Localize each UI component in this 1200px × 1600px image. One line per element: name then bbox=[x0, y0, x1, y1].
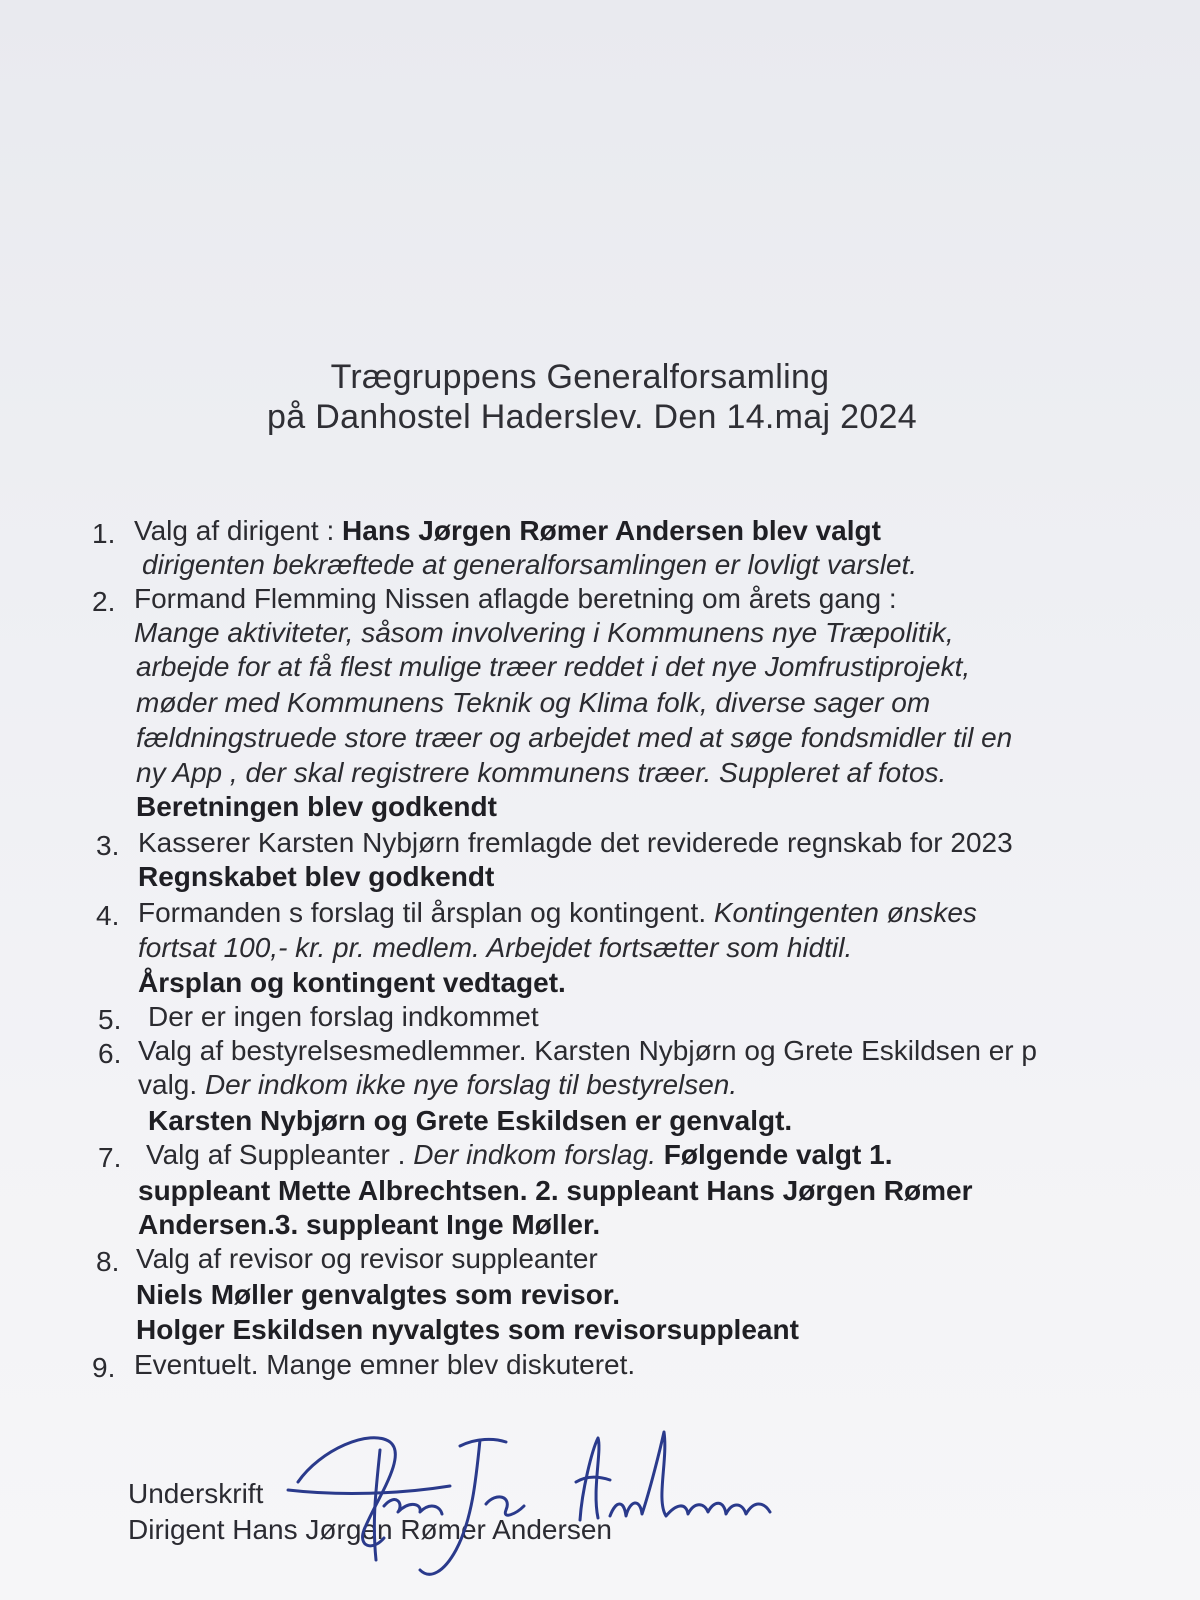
item-result: Andersen.3. suppleant Inge Møller. bbox=[138, 1209, 601, 1240]
item-result: Regnskabet blev godkendt bbox=[138, 861, 495, 892]
agenda-item-4 bbox=[138, 896, 977, 930]
item-note: fældningstruede store træer og arbejdet med at søge fondsmidler til en bbox=[136, 722, 1013, 753]
item-note: Der indkom ikke nye forslag til bestyrelsen. bbox=[204, 1069, 738, 1100]
agenda-item-3: Kasserer Karsten Nybjørn fremlagde det reviderede regnskab for 2023 bbox=[138, 827, 1013, 858]
item-text: Formanden s forslag til årsplan og kontingent. bbox=[138, 897, 714, 928]
item-number: 4. bbox=[96, 900, 120, 931]
agenda-item-1 bbox=[134, 514, 881, 548]
agenda-item-6: Valg af bestyrelsesmedlemmer. Karsten Nybjørn og Grete Eskildsen er p bbox=[138, 1035, 1037, 1066]
item-note: dirigenten bekræftede at generalforsamlingen er lovligt varslet. bbox=[142, 549, 918, 580]
agenda-item-2: Formand Flemming Nissen aflagde beretning om årets gang : bbox=[134, 583, 897, 614]
item-note: ny App , der skal registrere kommunens træer. Suppleret af fotos. bbox=[136, 757, 947, 788]
item-text: valg. bbox=[138, 1069, 205, 1100]
item-result: suppleant Mette Albrechtsen. 2. suppleant Hans Jørgen Rømer bbox=[138, 1175, 973, 1206]
item-result: Beretningen blev godkendt bbox=[136, 791, 497, 822]
item-number: 7. bbox=[98, 1142, 122, 1173]
item-result: Holger Eskildsen nyvalgtes som revisorsuppleant bbox=[136, 1314, 799, 1345]
handwritten-signature bbox=[280, 1420, 800, 1600]
document-title-line2: på Danhostel Haderslev. Den 14.maj 2024 bbox=[267, 398, 917, 436]
item-number: 1. bbox=[92, 518, 116, 549]
signature-text: Hans Jørgen Andersen bbox=[280, 1596, 291, 1597]
item-number: 9. bbox=[92, 1352, 116, 1383]
item-note: Mange aktiviteter, såsom involvering i Kommunens nye Træpolitik, bbox=[134, 617, 954, 648]
item-text-continued bbox=[138, 1068, 737, 1102]
item-result: Karsten Nybjørn og Grete Eskildsen er genvalgt. bbox=[148, 1105, 793, 1136]
item-number: 5. bbox=[98, 1004, 122, 1035]
agenda-item-7 bbox=[146, 1138, 892, 1172]
item-text: Valg af dirigent : bbox=[134, 515, 343, 546]
item-number: 8. bbox=[96, 1246, 120, 1277]
item-note: Kontingenten ønskes bbox=[713, 897, 977, 928]
item-result: Årsplan og kontingent vedtaget. bbox=[138, 967, 566, 998]
item-note: møder med Kommunens Teknik og Klima folk, diverse sager om bbox=[136, 687, 931, 718]
item-number: 6. bbox=[98, 1038, 122, 1069]
agenda-item-8: Valg af revisor og revisor suppleanter bbox=[136, 1243, 598, 1274]
document-title-line1: Trægruppens Generalforsamling bbox=[330, 358, 830, 396]
item-note: fortsat 100,- kr. pr. medlem. Arbejdet fortsætter som hidtil. bbox=[138, 932, 853, 963]
item-result: Niels Møller genvalgtes som revisor. bbox=[136, 1279, 620, 1310]
signature-name: Dirigent Hans Jørgen Rømer Andersen bbox=[128, 1514, 612, 1545]
item-note: Der indkom forslag. bbox=[413, 1139, 656, 1170]
item-result: Følgende valgt 1. bbox=[655, 1139, 893, 1170]
item-text: Valg af Suppleanter . bbox=[146, 1139, 414, 1170]
agenda-item-5: Der er ingen forslag indkommet bbox=[148, 1001, 539, 1032]
agenda-item-9: Eventuelt. Mange emner blev diskuteret. bbox=[134, 1349, 636, 1380]
item-number: 3. bbox=[96, 830, 120, 861]
signature-label: Underskrift bbox=[128, 1478, 264, 1509]
item-number: 2. bbox=[92, 586, 116, 617]
item-result: Hans Jørgen Rømer Andersen blev valgt bbox=[342, 515, 881, 546]
item-note: arbejde for at få flest mulige træer reddet i det nye Jomfrustiprojekt, bbox=[136, 651, 971, 682]
